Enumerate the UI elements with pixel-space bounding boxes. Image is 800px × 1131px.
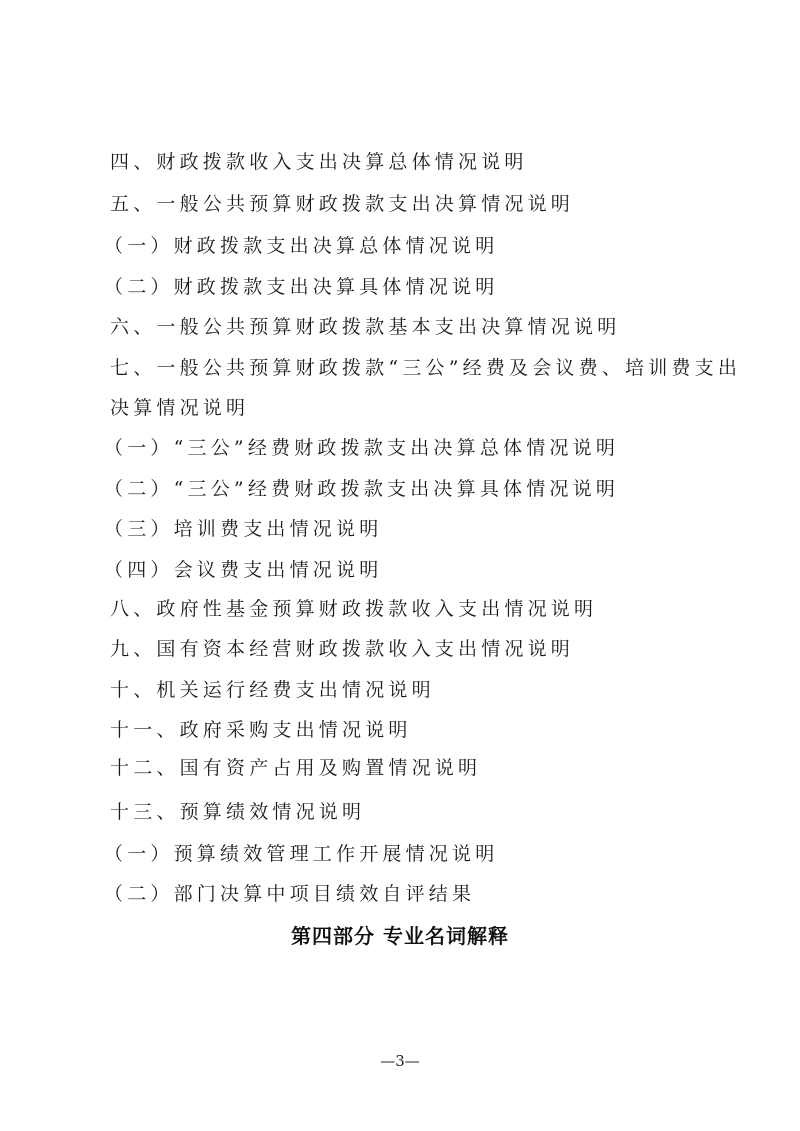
toc-item-6: 六、一般公共预算财政拨款基本支出决算情况说明 (110, 316, 621, 338)
toc-item-7: 七、一般公共预算财政拨款“三公”经费及会议费、培训费支出 (110, 357, 742, 379)
toc-item-7-3: （三）培训费支出情况说明 (104, 518, 383, 540)
toc-item-5: 五、一般公共预算财政拨款支出决算情况说明 (110, 193, 575, 215)
toc-item-12: 十二、国有资产占用及购置情况说明 (110, 757, 482, 779)
toc-item-13-1: （一）预算绩效管理工作开展情况说明 (104, 843, 499, 865)
toc-item-10: 十、机关运行经费支出情况说明 (110, 679, 435, 701)
toc-item-13: 十三、预算绩效情况说明 (110, 801, 366, 823)
toc-item-5-2: （二）财政拨款支出决算具体情况说明 (104, 276, 499, 298)
section-heading: 第四部分 专业名词解释 (291, 924, 509, 948)
toc-item-9: 九、国有资本经营财政拨款收入支出情况说明 (110, 638, 575, 660)
toc-item-13-2: （二）部门决算中项目绩效自评结果 (104, 883, 476, 905)
toc-item-7-1: （一）“三公”经费财政拨款支出决算总体情况说明 (104, 437, 620, 459)
toc-item-5-1: （一）财政拨款支出决算总体情况说明 (104, 235, 499, 257)
toc-item-8: 八、政府性基金预算财政拨款收入支出情况说明 (110, 598, 598, 620)
toc-item-11: 十一、政府采购支出情况说明 (110, 719, 412, 741)
toc-item-7-continued: 决算情况说明 (110, 397, 250, 419)
toc-item-7-4: （四）会议费支出情况说明 (104, 559, 383, 581)
page-number: —3— (380, 1052, 420, 1070)
toc-item-4: 四、财政拨款收入支出决算总体情况说明 (110, 151, 528, 173)
toc-item-7-2: （二）“三公”经费财政拨款支出决算具体情况说明 (104, 478, 620, 500)
